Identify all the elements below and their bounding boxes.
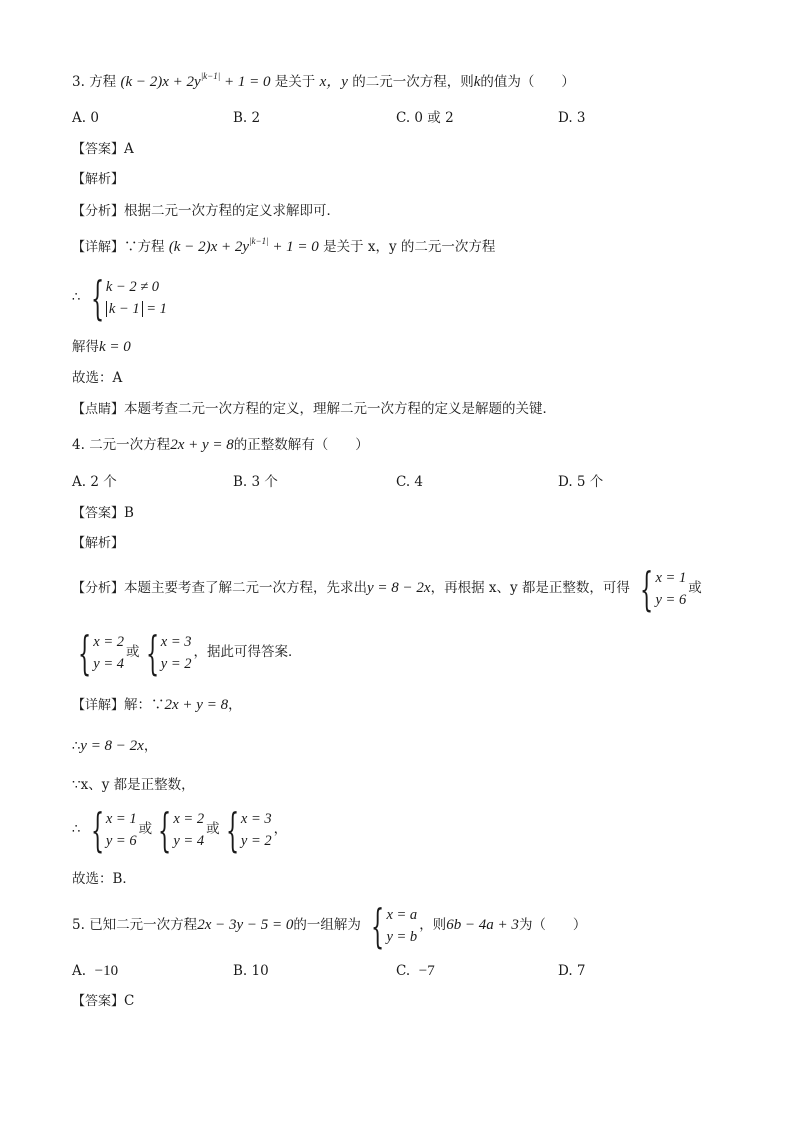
q4-fenxi: 【分析】本题主要考查了解二元一次方程，先求出y = 8 − 2x，再根据 x、y 都是正整数，可得 { x = 1 y = 6 或: [72, 561, 702, 616]
q4-fenxi-cont: { x = 2 y = 4 或 { x = 3 y = 2 ，据此可得答案．: [78, 625, 302, 680]
q4-stem: 4. 二元一次方程2x + y = 8的正整数解有（ ）: [72, 437, 369, 453]
q3-dianjing: 【点睛】本题考查二元一次方程的定义，理解二元一次方程的定义是解题的关键．: [72, 401, 557, 417]
q5-stem: 5. 已知二元一次方程2x − 3y − 5 = 0的一组解为 { x = a y = b ，则6b − 4a + 3为（ ）: [72, 898, 587, 953]
q3-option-c: C. 0 或 2: [396, 110, 454, 126]
q5-option-a: A. −10: [72, 963, 119, 979]
q5-option-c: C. −7: [396, 963, 435, 979]
q3-system: ∴ { k − 2 ≠ 0 k − 1 = 1: [72, 270, 167, 325]
q5-answer: 【答案】C: [72, 993, 135, 1009]
q4-detail-2: ∴y = 8 − 2x，: [72, 738, 158, 754]
q4-detail: 【详解】解：∵2x + y = 8，: [72, 697, 242, 713]
q4-option-d: D. 5 个: [558, 474, 604, 490]
q4-choose: 故选：B．: [72, 871, 136, 887]
q4-answer: 【答案】B: [72, 505, 134, 521]
q3-answer: 【答案】A: [72, 141, 134, 157]
q4-solutions: ∴ { x = 1 y = 6 或 { x = 2 y = 4 或 { x = 3 y = 2 ，: [72, 802, 288, 857]
q4-option-b: B. 3 个: [233, 474, 278, 490]
q4-analysis-tag: 【解析】: [72, 536, 125, 551]
q3-analysis-tag: 【解析】: [72, 172, 125, 187]
q3-number: 3.: [72, 74, 85, 90]
q5-option-b: B. 10: [233, 963, 269, 979]
q3-stem: 3. 方程 $(k - 2)x + 2y^{|k-1|} + 1 = 0$ 是关于 x，y 的二元一次方程，则k的值为（ ）: [72, 71, 575, 90]
q3-option-a: A. 0: [72, 110, 99, 126]
q5-option-d: D. 7: [558, 963, 586, 979]
q3-choose: 故选：A: [72, 370, 123, 386]
q3-equation: $(k - 2)x + 2y^{|k-1|} + 1 = 0$: [120, 71, 271, 90]
q3-detail: 【详解】∵方程 $(k - 2)x + 2y^{|k-1|} + 1 = 0$ 是关于 x，y 的二元一次方程: [72, 236, 496, 255]
q3-option-d: D. 3: [558, 110, 586, 126]
q4-because: ∵x、y 都是正整数，: [72, 777, 195, 793]
q4-option-a: A. 2 个: [72, 474, 117, 490]
q3-option-b: B. 2: [233, 110, 261, 126]
q3-solve: 解得k = 0: [72, 339, 131, 355]
q4-option-c: C. 4: [396, 474, 424, 490]
q3-fenxi: 【分析】根据二元一次方程的定义求解即可．: [72, 203, 341, 219]
